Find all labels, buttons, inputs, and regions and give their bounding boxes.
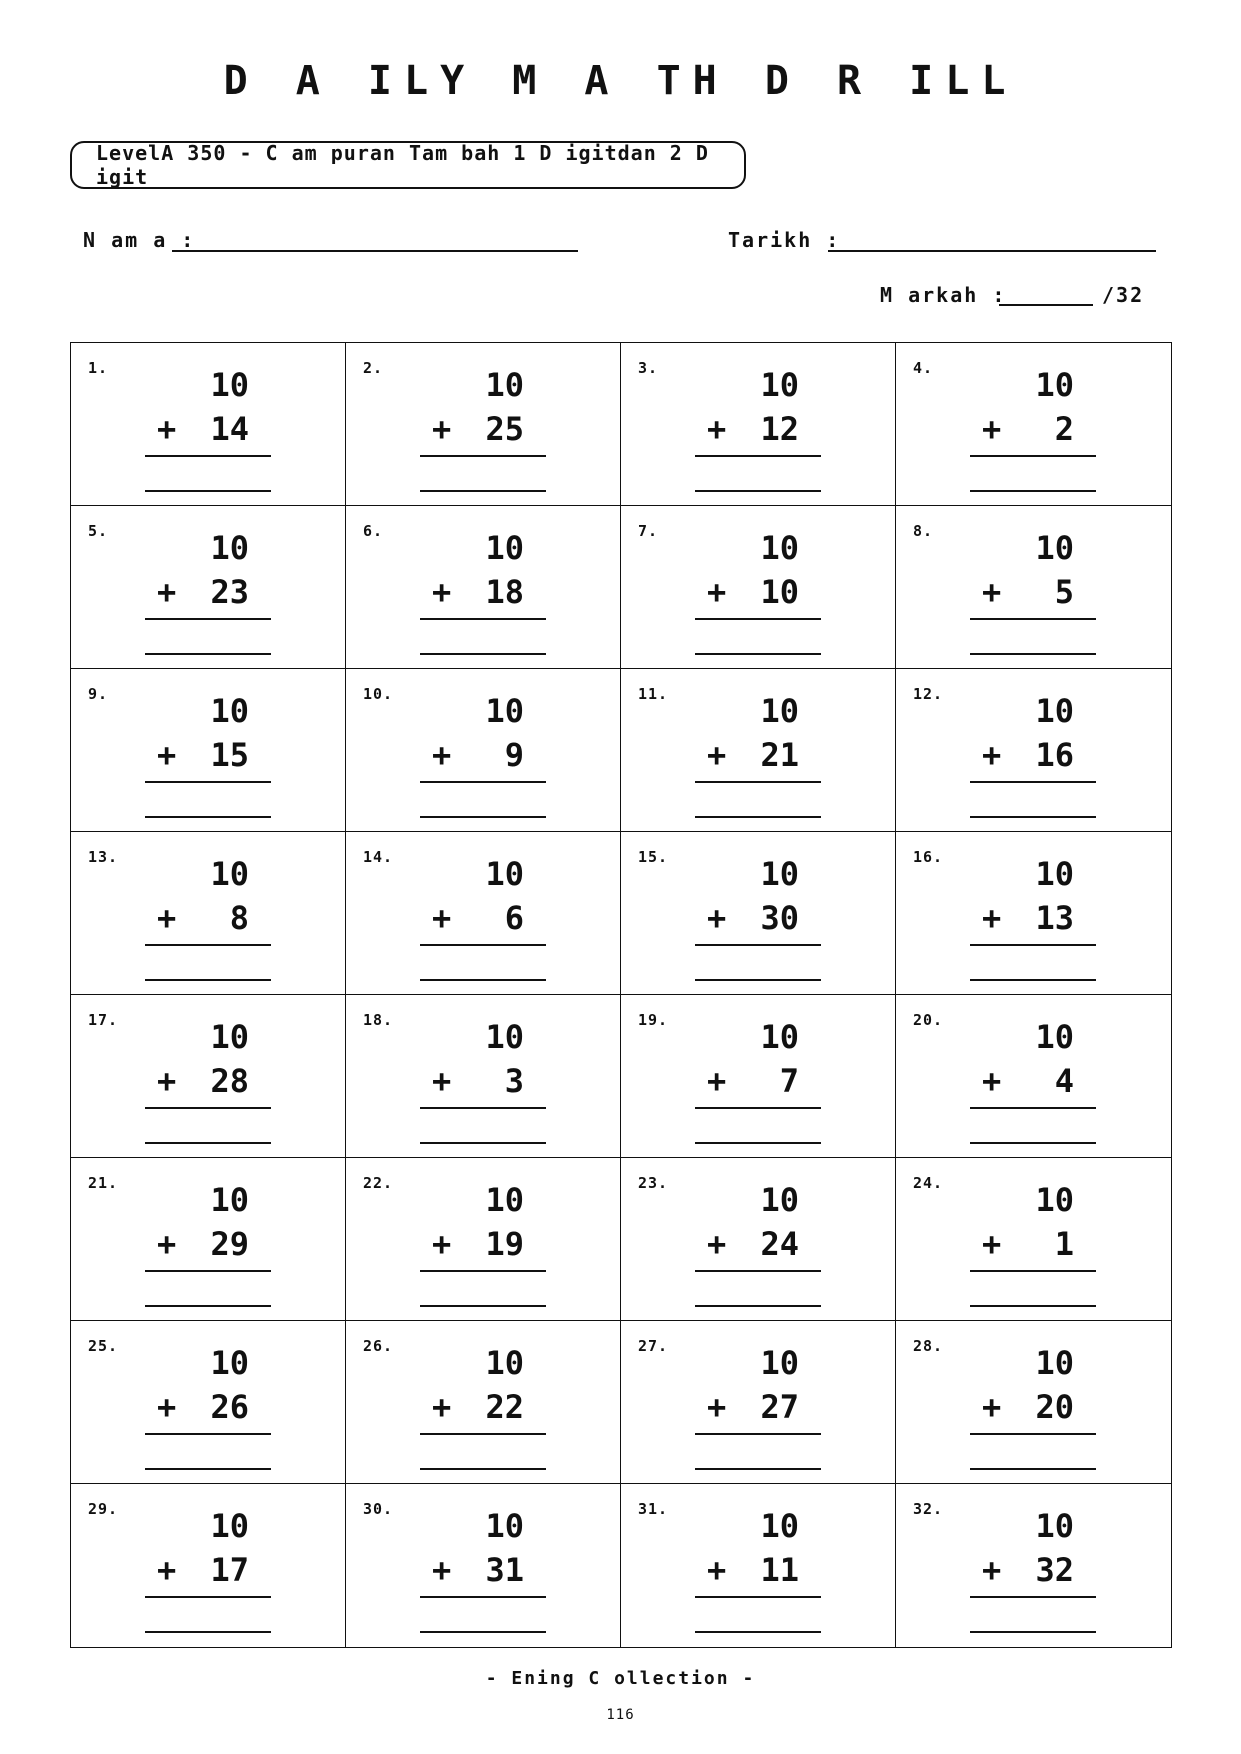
problem-number: 22. bbox=[363, 1174, 394, 1192]
second-addend: 30 bbox=[760, 899, 799, 937]
problem-cell bbox=[71, 343, 346, 506]
second-addend: 21 bbox=[760, 736, 799, 774]
plus-operator: + bbox=[432, 1225, 452, 1263]
sum-rule bbox=[420, 1596, 546, 1598]
second-addend: 23 bbox=[210, 573, 249, 611]
second-addend: 1 bbox=[1054, 1225, 1074, 1263]
problem-cell bbox=[71, 1484, 346, 1647]
sum-rule bbox=[695, 455, 821, 457]
sum-rule bbox=[970, 455, 1096, 457]
first-addend: 10 bbox=[760, 855, 799, 893]
first-addend: 10 bbox=[210, 529, 249, 567]
first-addend: 10 bbox=[1035, 1344, 1074, 1382]
sum-rule bbox=[695, 618, 821, 620]
plus-operator: + bbox=[707, 1062, 727, 1100]
answer-line[interactable] bbox=[145, 1305, 271, 1307]
problem-cell bbox=[896, 506, 1171, 669]
sum-rule bbox=[695, 781, 821, 783]
sum-rule bbox=[970, 1270, 1096, 1272]
first-addend: 10 bbox=[760, 1018, 799, 1056]
sum-rule bbox=[420, 455, 546, 457]
first-addend: 10 bbox=[485, 1018, 524, 1056]
problem-cell bbox=[346, 832, 621, 995]
plus-operator: + bbox=[707, 736, 727, 774]
worksheet-title: D A ILY M A TH D R ILL bbox=[223, 58, 1018, 104]
second-addend: 9 bbox=[504, 736, 524, 774]
sum-rule bbox=[970, 944, 1096, 946]
problem-cell bbox=[346, 1484, 621, 1647]
sum-rule bbox=[695, 1107, 821, 1109]
second-addend: 3 bbox=[504, 1062, 524, 1100]
problem-number: 1. bbox=[88, 359, 109, 377]
answer-line[interactable] bbox=[695, 1468, 821, 1470]
problem-cell bbox=[621, 669, 896, 832]
level-label-box bbox=[70, 141, 746, 189]
problem-number: 18. bbox=[363, 1011, 394, 1029]
problem-cell bbox=[896, 1158, 1171, 1321]
problem-cell bbox=[621, 1484, 896, 1647]
problem-number: 8. bbox=[913, 522, 934, 540]
problem-number: 31. bbox=[638, 1500, 669, 1518]
answer-line[interactable] bbox=[970, 490, 1096, 492]
answer-line[interactable] bbox=[145, 816, 271, 818]
first-addend: 10 bbox=[210, 366, 249, 404]
second-addend: 2 bbox=[1054, 410, 1074, 448]
problem-number: 6. bbox=[363, 522, 384, 540]
first-addend: 10 bbox=[210, 692, 249, 730]
second-addend: 4 bbox=[1054, 1062, 1074, 1100]
problem-number: 9. bbox=[88, 685, 109, 703]
first-addend: 10 bbox=[485, 692, 524, 730]
sum-rule bbox=[420, 1433, 546, 1435]
first-addend: 10 bbox=[760, 1181, 799, 1219]
problem-number: 4. bbox=[913, 359, 934, 377]
answer-line[interactable] bbox=[420, 1468, 546, 1470]
second-addend: 32 bbox=[1035, 1551, 1074, 1589]
problem-cell bbox=[346, 506, 621, 669]
plus-operator: + bbox=[707, 1225, 727, 1263]
plus-operator: + bbox=[157, 736, 177, 774]
sum-rule bbox=[420, 781, 546, 783]
plus-operator: + bbox=[707, 573, 727, 611]
answer-line[interactable] bbox=[695, 816, 821, 818]
problem-number: 2. bbox=[363, 359, 384, 377]
second-addend: 28 bbox=[210, 1062, 249, 1100]
first-addend: 10 bbox=[760, 366, 799, 404]
problem-cell bbox=[621, 995, 896, 1158]
problem-cell bbox=[621, 832, 896, 995]
problem-number: 10. bbox=[363, 685, 394, 703]
first-addend: 10 bbox=[1035, 855, 1074, 893]
first-addend: 10 bbox=[485, 1344, 524, 1382]
first-addend: 10 bbox=[485, 855, 524, 893]
answer-line[interactable] bbox=[695, 653, 821, 655]
page-number: 116 bbox=[606, 1707, 635, 1723]
sum-rule bbox=[695, 1433, 821, 1435]
first-addend: 10 bbox=[1035, 1181, 1074, 1219]
problem-cell bbox=[71, 995, 346, 1158]
answer-line[interactable] bbox=[420, 1142, 546, 1144]
answer-line[interactable] bbox=[420, 979, 546, 981]
sum-rule bbox=[970, 618, 1096, 620]
plus-operator: + bbox=[707, 1551, 727, 1589]
problem-cell bbox=[71, 1158, 346, 1321]
problem-number: 13. bbox=[88, 848, 119, 866]
problem-number: 16. bbox=[913, 848, 944, 866]
problem-cell bbox=[621, 343, 896, 506]
answer-line[interactable] bbox=[970, 979, 1096, 981]
second-addend: 12 bbox=[760, 410, 799, 448]
first-addend: 10 bbox=[210, 1181, 249, 1219]
sum-rule bbox=[695, 1596, 821, 1598]
plus-operator: + bbox=[982, 410, 1002, 448]
problem-cell bbox=[896, 1321, 1171, 1484]
plus-operator: + bbox=[982, 1225, 1002, 1263]
answer-line[interactable] bbox=[420, 490, 546, 492]
problem-number: 25. bbox=[88, 1337, 119, 1355]
answer-line[interactable] bbox=[420, 816, 546, 818]
second-addend: 10 bbox=[760, 573, 799, 611]
plus-operator: + bbox=[707, 1388, 727, 1426]
first-addend: 10 bbox=[210, 1018, 249, 1056]
plus-operator: + bbox=[432, 736, 452, 774]
answer-line[interactable] bbox=[145, 1631, 271, 1633]
tarikh-input-line[interactable] bbox=[828, 250, 1156, 252]
markah-input-line[interactable] bbox=[999, 304, 1093, 306]
problem-number: 11. bbox=[638, 685, 669, 703]
answer-line[interactable] bbox=[970, 1631, 1096, 1633]
problem-number: 21. bbox=[88, 1174, 119, 1192]
answer-line[interactable] bbox=[420, 1305, 546, 1307]
answer-line[interactable] bbox=[145, 653, 271, 655]
plus-operator: + bbox=[432, 573, 452, 611]
problem-cell bbox=[621, 1158, 896, 1321]
second-addend: 27 bbox=[760, 1388, 799, 1426]
problem-number: 3. bbox=[638, 359, 659, 377]
plus-operator: + bbox=[982, 736, 1002, 774]
sum-rule bbox=[145, 1596, 271, 1598]
answer-line[interactable] bbox=[970, 1142, 1096, 1144]
first-addend: 10 bbox=[1035, 1507, 1074, 1545]
problem-cell bbox=[71, 832, 346, 995]
problem-number: 5. bbox=[88, 522, 109, 540]
problem-number: 17. bbox=[88, 1011, 119, 1029]
problem-cell bbox=[71, 669, 346, 832]
nama-input-line[interactable] bbox=[172, 250, 578, 252]
second-addend: 7 bbox=[779, 1062, 799, 1100]
problem-cell bbox=[896, 1484, 1171, 1647]
problem-cell bbox=[71, 1321, 346, 1484]
second-addend: 15 bbox=[210, 736, 249, 774]
sum-rule bbox=[145, 1433, 271, 1435]
second-addend: 18 bbox=[485, 573, 524, 611]
first-addend: 10 bbox=[760, 692, 799, 730]
problem-cell bbox=[346, 995, 621, 1158]
first-addend: 10 bbox=[760, 1344, 799, 1382]
answer-line[interactable] bbox=[695, 1305, 821, 1307]
problem-cell bbox=[896, 995, 1171, 1158]
second-addend: 25 bbox=[485, 410, 524, 448]
second-addend: 11 bbox=[760, 1551, 799, 1589]
second-addend: 24 bbox=[760, 1225, 799, 1263]
first-addend: 10 bbox=[210, 855, 249, 893]
plus-operator: + bbox=[157, 573, 177, 611]
problem-grid bbox=[70, 342, 1172, 1648]
second-addend: 5 bbox=[1054, 573, 1074, 611]
problem-number: 15. bbox=[638, 848, 669, 866]
problem-number: 12. bbox=[913, 685, 944, 703]
problem-number: 14. bbox=[363, 848, 394, 866]
answer-line[interactable] bbox=[695, 490, 821, 492]
first-addend: 10 bbox=[485, 1181, 524, 1219]
plus-operator: + bbox=[982, 1062, 1002, 1100]
second-addend: 31 bbox=[485, 1551, 524, 1589]
plus-operator: + bbox=[432, 899, 452, 937]
problem-cell bbox=[346, 1158, 621, 1321]
second-addend: 6 bbox=[504, 899, 524, 937]
second-addend: 19 bbox=[485, 1225, 524, 1263]
plus-operator: + bbox=[982, 1551, 1002, 1589]
first-addend: 10 bbox=[1035, 692, 1074, 730]
problem-cell bbox=[896, 669, 1171, 832]
first-addend: 10 bbox=[485, 366, 524, 404]
second-addend: 20 bbox=[1035, 1388, 1074, 1426]
plus-operator: + bbox=[707, 899, 727, 937]
plus-operator: + bbox=[157, 410, 177, 448]
sum-rule bbox=[420, 618, 546, 620]
problem-number: 20. bbox=[913, 1011, 944, 1029]
second-addend: 17 bbox=[210, 1551, 249, 1589]
problem-number: 29. bbox=[88, 1500, 119, 1518]
sum-rule bbox=[145, 618, 271, 620]
problem-cell bbox=[621, 1321, 896, 1484]
markah-label: M arkah : bbox=[880, 283, 1007, 307]
plus-operator: + bbox=[157, 1388, 177, 1426]
problem-cell bbox=[621, 506, 896, 669]
problem-number: 28. bbox=[913, 1337, 944, 1355]
problem-cell bbox=[346, 1321, 621, 1484]
tarikh-label: Tarikh : bbox=[728, 228, 841, 252]
first-addend: 10 bbox=[1035, 366, 1074, 404]
plus-operator: + bbox=[157, 1062, 177, 1100]
answer-line[interactable] bbox=[145, 1468, 271, 1470]
sum-rule bbox=[420, 1107, 546, 1109]
sum-rule bbox=[145, 944, 271, 946]
answer-line[interactable] bbox=[420, 653, 546, 655]
plus-operator: + bbox=[157, 1551, 177, 1589]
problem-number: 30. bbox=[363, 1500, 394, 1518]
first-addend: 10 bbox=[760, 1507, 799, 1545]
answer-line[interactable] bbox=[145, 979, 271, 981]
plus-operator: + bbox=[157, 899, 177, 937]
answer-line[interactable] bbox=[695, 979, 821, 981]
markah-total: /32 bbox=[1102, 283, 1145, 307]
sum-rule bbox=[420, 944, 546, 946]
second-addend: 8 bbox=[229, 899, 249, 937]
problem-cell bbox=[346, 669, 621, 832]
problem-cell bbox=[71, 506, 346, 669]
nama-label: N am a : bbox=[83, 228, 196, 252]
plus-operator: + bbox=[432, 1062, 452, 1100]
sum-rule bbox=[970, 1596, 1096, 1598]
footer-credit: - Ening C ollection - bbox=[485, 1668, 756, 1689]
sum-rule bbox=[695, 944, 821, 946]
second-addend: 29 bbox=[210, 1225, 249, 1263]
answer-line[interactable] bbox=[145, 1142, 271, 1144]
first-addend: 10 bbox=[1035, 1018, 1074, 1056]
second-addend: 14 bbox=[210, 410, 249, 448]
sum-rule bbox=[970, 1433, 1096, 1435]
problem-number: 23. bbox=[638, 1174, 669, 1192]
sum-rule bbox=[145, 1107, 271, 1109]
first-addend: 10 bbox=[210, 1507, 249, 1545]
problem-cell bbox=[896, 832, 1171, 995]
second-addend: 16 bbox=[1035, 736, 1074, 774]
sum-rule bbox=[145, 455, 271, 457]
answer-line[interactable] bbox=[970, 653, 1096, 655]
sum-rule bbox=[145, 1270, 271, 1272]
answer-line[interactable] bbox=[420, 1631, 546, 1633]
answer-line[interactable] bbox=[970, 816, 1096, 818]
problem-number: 26. bbox=[363, 1337, 394, 1355]
problem-cell bbox=[896, 343, 1171, 506]
plus-operator: + bbox=[432, 410, 452, 448]
answer-line[interactable] bbox=[695, 1142, 821, 1144]
problem-number: 24. bbox=[913, 1174, 944, 1192]
answer-line[interactable] bbox=[970, 1468, 1096, 1470]
answer-line[interactable] bbox=[145, 490, 271, 492]
first-addend: 10 bbox=[760, 529, 799, 567]
problem-number: 7. bbox=[638, 522, 659, 540]
plus-operator: + bbox=[432, 1388, 452, 1426]
answer-line[interactable] bbox=[970, 1305, 1096, 1307]
sum-rule bbox=[145, 781, 271, 783]
plus-operator: + bbox=[982, 899, 1002, 937]
second-addend: 26 bbox=[210, 1388, 249, 1426]
plus-operator: + bbox=[157, 1225, 177, 1263]
problem-number: 19. bbox=[638, 1011, 669, 1029]
first-addend: 10 bbox=[210, 1344, 249, 1382]
first-addend: 10 bbox=[1035, 529, 1074, 567]
first-addend: 10 bbox=[485, 529, 524, 567]
plus-operator: + bbox=[432, 1551, 452, 1589]
level-label: LevelA 350 - C am puran Tam bah 1 D igitdan 2 D igit bbox=[96, 141, 709, 189]
problem-number: 27. bbox=[638, 1337, 669, 1355]
sum-rule bbox=[420, 1270, 546, 1272]
plus-operator: + bbox=[707, 410, 727, 448]
sum-rule bbox=[970, 781, 1096, 783]
problem-cell bbox=[346, 343, 621, 506]
second-addend: 13 bbox=[1035, 899, 1074, 937]
plus-operator: + bbox=[982, 1388, 1002, 1426]
answer-line[interactable] bbox=[695, 1631, 821, 1633]
plus-operator: + bbox=[982, 573, 1002, 611]
problem-number: 32. bbox=[913, 1500, 944, 1518]
sum-rule bbox=[970, 1107, 1096, 1109]
first-addend: 10 bbox=[485, 1507, 524, 1545]
second-addend: 22 bbox=[485, 1388, 524, 1426]
sum-rule bbox=[695, 1270, 821, 1272]
